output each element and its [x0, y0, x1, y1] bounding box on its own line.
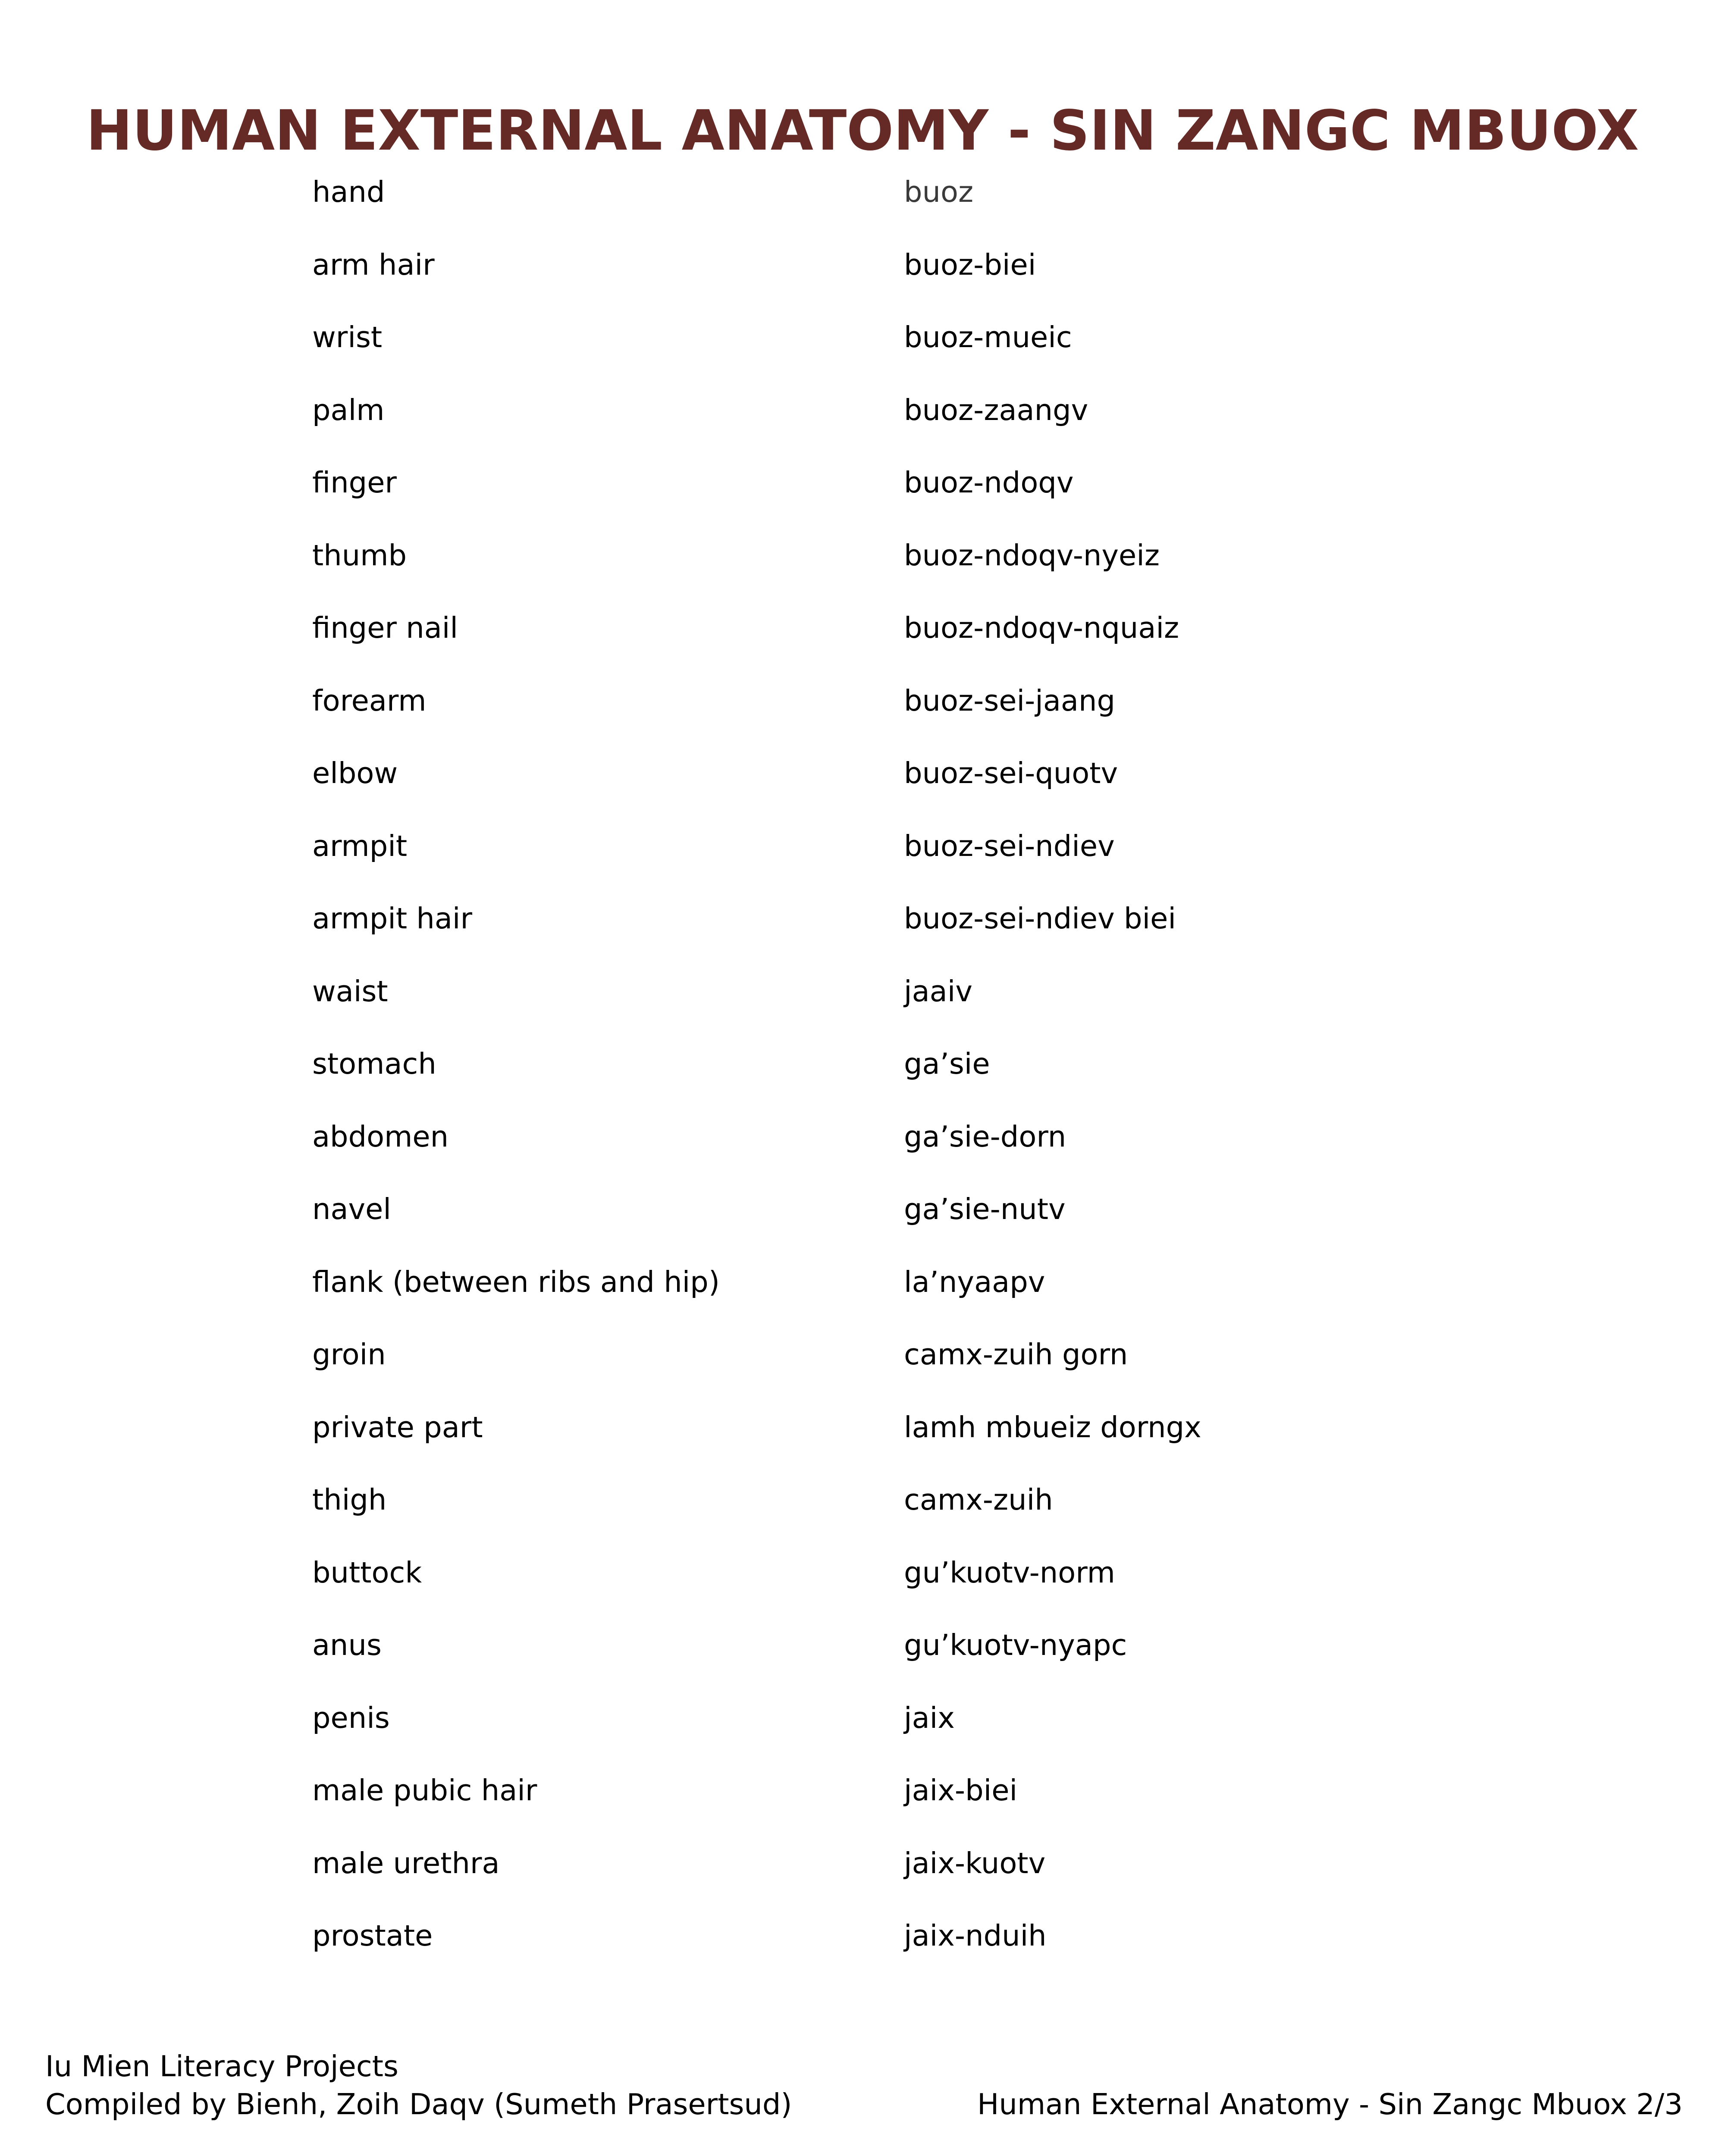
- mien-term: buoz-ndoqv: [904, 466, 1074, 499]
- english-term: penis: [312, 1701, 390, 1735]
- mien-term: buoz-sei-quotv: [904, 756, 1118, 790]
- mien-term: lamh mbueiz dorngx: [904, 1410, 1201, 1444]
- english-term: buttock: [312, 1555, 422, 1589]
- mien-term: buoz-biei: [904, 248, 1036, 282]
- mien-term: gu’kuotv-nyapc: [904, 1628, 1127, 1662]
- english-term: waist: [312, 974, 388, 1008]
- mien-term: jaix: [904, 1701, 955, 1735]
- english-term: navel: [312, 1192, 392, 1226]
- mien-term: buoz: [904, 175, 974, 209]
- english-term: prostate: [312, 1919, 433, 1952]
- mien-term: ga’sie: [904, 1047, 990, 1081]
- english-term: thumb: [312, 538, 407, 572]
- page-title: HUMAN EXTERNAL ANATOMY - SIN ZANGC MBUOX: [86, 98, 1639, 163]
- english-term: hand: [312, 175, 385, 209]
- english-term: armpit: [312, 829, 408, 863]
- mien-term: buoz-zaangv: [904, 393, 1088, 427]
- english-term: male urethra: [312, 1846, 500, 1880]
- english-term: armpit hair: [312, 902, 473, 935]
- mien-term: buoz-sei-jaang: [904, 683, 1115, 718]
- english-term: elbow: [312, 756, 398, 790]
- english-term: finger: [312, 466, 397, 499]
- mien-term: buoz-mueic: [904, 320, 1072, 354]
- footer-page-label: Human External Anatomy - Sin Zangc Mbuox 2/3: [977, 2087, 1683, 2121]
- mien-term: buoz-ndoqv-nquaiz: [904, 611, 1179, 645]
- footer-credit: Compiled by Bienh, Zoih Daqv (Sumeth Prasertsud): [45, 2087, 792, 2121]
- english-term: anus: [312, 1628, 382, 1662]
- english-term: stomach: [312, 1047, 436, 1081]
- mien-term: buoz-sei-ndiev: [904, 829, 1115, 863]
- mien-term: gu’kuotv-norm: [904, 1555, 1115, 1589]
- english-term: arm hair: [312, 248, 435, 282]
- mien-term: ga’sie-nutv: [904, 1192, 1066, 1226]
- english-term: palm: [312, 393, 385, 427]
- english-term: wrist: [312, 320, 383, 354]
- mien-term: ga’sie-dorn: [904, 1119, 1066, 1153]
- footer-organization: Iu Mien Literacy Projects: [45, 2049, 398, 2083]
- english-term: private part: [312, 1410, 483, 1444]
- english-term: male pubic hair: [312, 1774, 537, 1807]
- mien-term: jaix-biei: [904, 1774, 1018, 1807]
- english-term: abdomen: [312, 1119, 449, 1153]
- english-term: flank (between ribs and hip): [312, 1265, 720, 1299]
- mien-term: jaaiv: [904, 974, 972, 1008]
- english-term: forearm: [312, 683, 427, 718]
- mien-term: jaix-kuotv: [904, 1846, 1046, 1880]
- english-term: groin: [312, 1338, 386, 1371]
- mien-term: buoz-sei-ndiev biei: [904, 902, 1176, 935]
- mien-term: camx-zuih gorn: [904, 1338, 1128, 1371]
- mien-term: la’nyaapv: [904, 1265, 1045, 1299]
- mien-term: jaix-nduih: [904, 1919, 1047, 1952]
- english-term: finger nail: [312, 611, 458, 645]
- mien-term: camx-zuih: [904, 1483, 1053, 1517]
- english-term: thigh: [312, 1483, 387, 1517]
- mien-term: buoz-ndoqv-nyeiz: [904, 538, 1160, 572]
